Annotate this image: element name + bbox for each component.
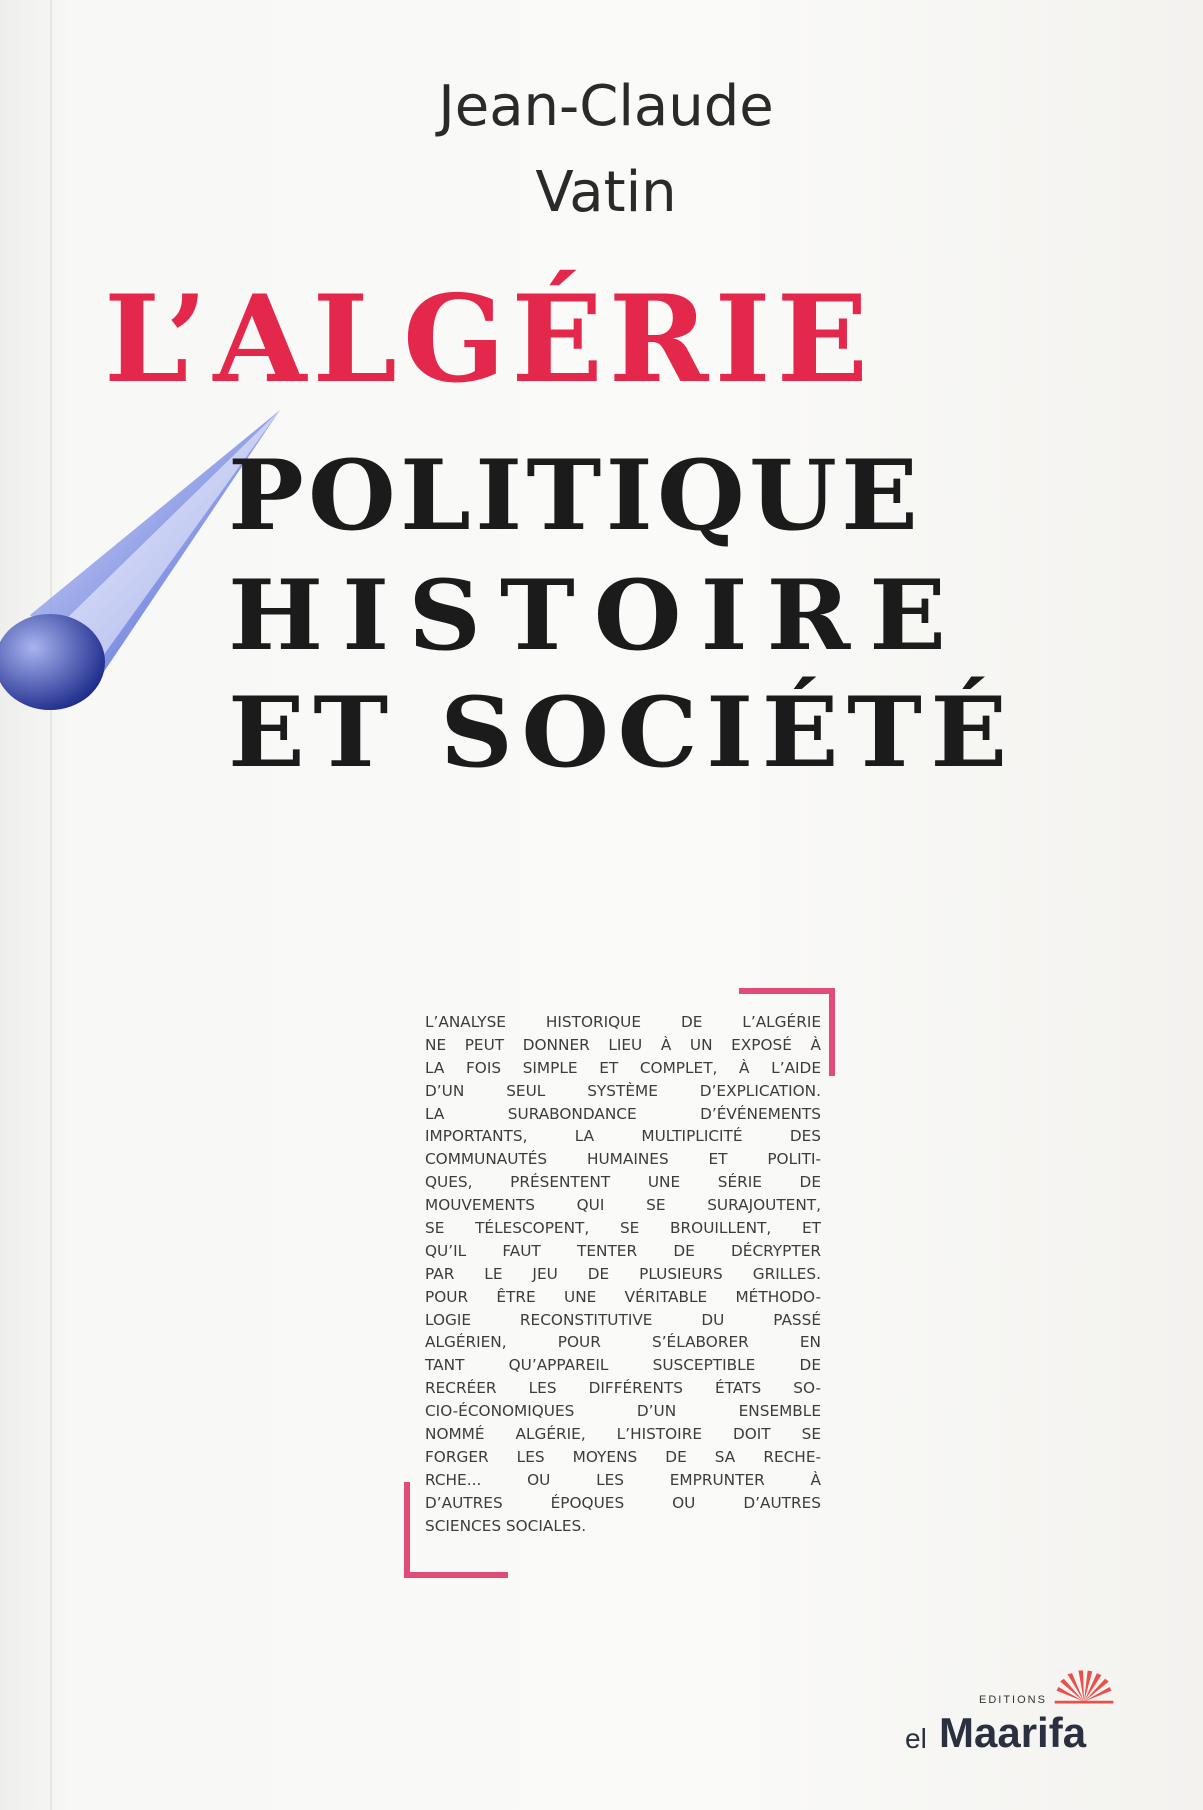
blurb-line: PAR LE JEU DE PLUSIEURS GRILLES. xyxy=(425,1264,821,1283)
publisher-el: el xyxy=(905,1723,927,1754)
blurb-line: L’ANALYSE HISTORIQUE DE L’ALGÉRIE xyxy=(425,1013,821,1031)
bracket-bottom-horizontal xyxy=(404,1572,508,1578)
back-blurb xyxy=(425,1011,821,1537)
publisher-editions: EDITIONS xyxy=(979,1694,1047,1706)
bracket-bottom-vertical xyxy=(404,1482,410,1578)
blurb-line: NE PEUT DONNER LIEU À UN EXPOSÉ À xyxy=(425,1035,821,1054)
sunburst-icon xyxy=(1051,1670,1117,1704)
blurb-line: QU’IL FAUT TENTER DE DÉCRYPTER xyxy=(425,1241,821,1260)
blurb-line: POUR ÊTRE UNE VÉRITABLE MÉTHODO- xyxy=(425,1287,821,1306)
spine-crease xyxy=(50,0,52,1810)
blurb-line: SCIENCES SOCIALES. xyxy=(425,1516,587,1535)
blurb-line: ALGÉRIEN, POUR S’ÉLABORER EN xyxy=(425,1333,821,1352)
bracket-top-vertical xyxy=(829,988,835,1076)
author-last-name: Vatin xyxy=(535,160,677,225)
blurb-line: CIO-ÉCONOMIQUES D’UN ENSEMBLE xyxy=(425,1402,821,1421)
subtitle-line-1: POLITIQUE xyxy=(228,439,923,552)
blurb-line: SE TÉLESCOPENT, SE BROUILLENT, ET xyxy=(425,1219,821,1238)
blurb-line: MOUVEMENTS QUI SE SURAJOUTENT, xyxy=(425,1196,821,1215)
blurb-line: NOMMÉ ALGÉRIE, L’HISTOIRE DOIT SE xyxy=(425,1425,821,1444)
blurb-line: D’UN SEUL SYSTÈME D’EXPLICATION. xyxy=(425,1081,821,1100)
author-first-name: Jean-Claude xyxy=(438,74,774,139)
subtitle-line-2: HISTOIRE xyxy=(228,559,965,672)
blurb-line: RECRÉER LES DIFFÉRENTS ÉTATS SO- xyxy=(425,1379,821,1398)
subtitle-line-3: ET SOCIÉTÉ xyxy=(228,676,1016,789)
blurb-line: QUES, PRÉSENTENT UNE SÉRIE DE xyxy=(425,1173,821,1192)
blurb-line: D’AUTRES ÉPOQUES OU D’AUTRES xyxy=(425,1493,821,1512)
blurb-line: LA SURABONDANCE D’ÉVÉNEMENTS xyxy=(425,1104,821,1123)
blurb-line: TANT QU’APPAREIL SUSCEPTIBLE DE xyxy=(425,1356,821,1375)
blurb-line: COMMUNAUTÉS HUMAINES ET POLITI- xyxy=(425,1150,821,1169)
publisher-logo xyxy=(905,1670,1125,1770)
blurb-line: IMPORTANTS, LA MULTIPLICITÉ DES xyxy=(425,1127,821,1146)
blurb-line: LOGIE RECONSTITUTIVE DU PASSÉ xyxy=(425,1310,821,1329)
bracket-top-horizontal xyxy=(739,988,835,994)
blurb-line: LA FOIS SIMPLE ET COMPLET, À L’AIDE xyxy=(425,1058,821,1077)
book-title: L’ALGÉRIE xyxy=(104,269,875,410)
blurb-line: RCHE... OU LES EMPRUNTER À xyxy=(425,1470,821,1489)
blurb-line: FORGER LES MOYENS DE SA RECHE- xyxy=(425,1447,821,1466)
publisher-name: Maarifa xyxy=(939,1709,1087,1756)
